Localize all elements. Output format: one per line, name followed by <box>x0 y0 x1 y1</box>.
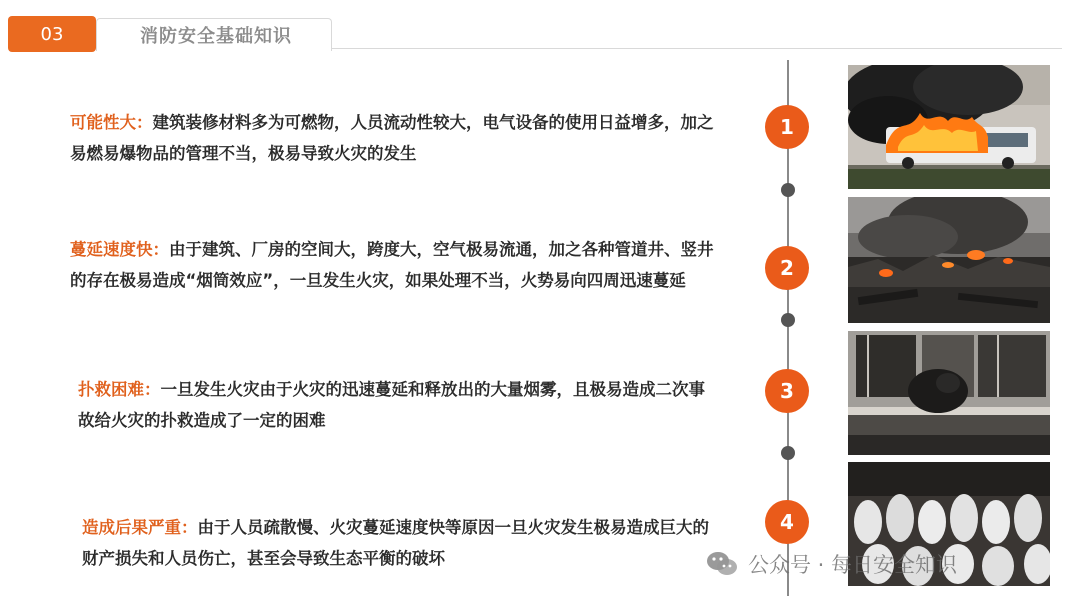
item-term: 蔓延速度快： <box>70 240 169 259</box>
burning-bus-photo <box>848 65 1050 189</box>
timeline-dot <box>781 313 795 327</box>
item-1 <box>70 107 720 169</box>
item-description: 由于建筑、厂房的空间大，跨度大，空气极易流通，加之各种管道井、竖井的存在极易造成“烟筒效应”，一旦发生火灾，如果处理不当，火势易向四周迅速蔓延 <box>70 240 714 290</box>
watermark-text: 公众号 · 每日安全知识 <box>748 553 958 577</box>
section-number-badge: 03 <box>8 16 96 52</box>
item-4 <box>82 512 722 574</box>
item-description: 一旦发生火灾由于火灾的迅速蔓延和释放出的大量烟雾，且极易造成二次事故给火灾的扑救造成了一定的困难 <box>78 380 705 430</box>
number-badge-3: 3 <box>765 369 809 413</box>
item-2 <box>70 234 720 296</box>
watermark <box>706 548 957 580</box>
item-description: 由于人员疏散慢、火灾蔓延速度快等原因一旦火灾发生极易造成巨大的财产损失和人员伤亡，甚至会导致生态平衡的破坏 <box>82 518 709 568</box>
timeline-dot <box>781 183 795 197</box>
fire-ruins-photo <box>848 197 1050 323</box>
item-description: 建筑装修材料多为可燃物，人员流动性较大，电气设备的使用日益增多，加之易燃易爆物品的管理不当，极易导致火灾的发生 <box>70 113 714 163</box>
rescue-window-photo <box>848 331 1050 455</box>
item-term: 可能性大： <box>70 113 153 132</box>
item-term: 扑救困难： <box>78 380 161 399</box>
section-title: 消防安全基础知识 <box>140 26 292 47</box>
item-3 <box>78 374 718 436</box>
timeline-dot <box>781 446 795 460</box>
number-badge-1: 1 <box>765 105 809 149</box>
number-badge-4: 4 <box>765 500 809 544</box>
number-badge-2: 2 <box>765 246 809 290</box>
wechat-icon <box>706 550 738 578</box>
item-term: 造成后果严重： <box>82 518 198 537</box>
